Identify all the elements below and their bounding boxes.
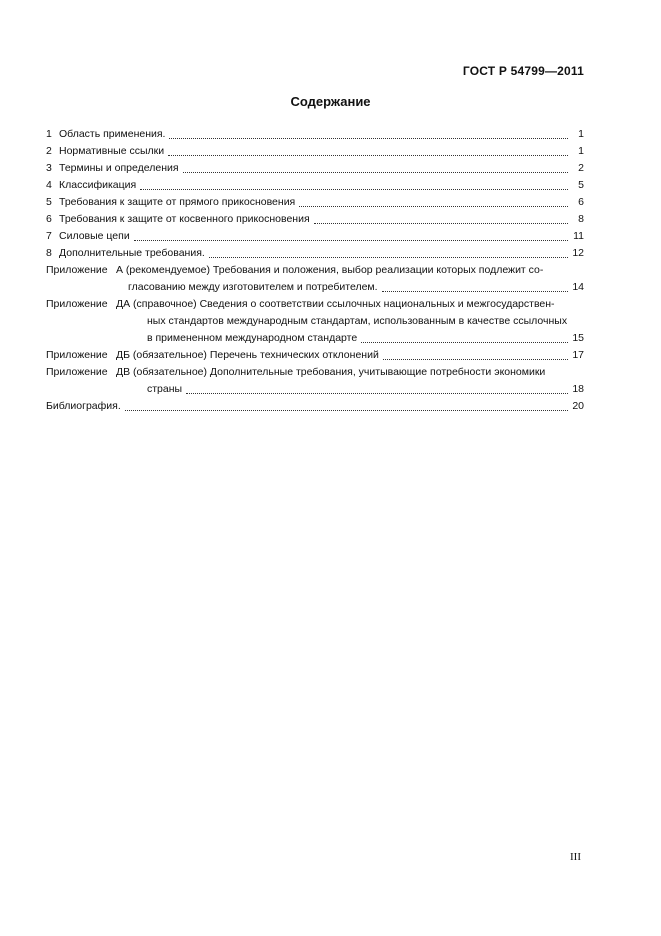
- appendix-title-line: А (рекомендуемое) Требования и положения, выбор реализации которых подлежит со-: [116, 264, 544, 276]
- toc-entry-label: Силовые цепи: [59, 230, 130, 242]
- leader-dots: [134, 240, 568, 241]
- leader-dots: [169, 138, 568, 139]
- appendix-prefix: Приложение: [46, 349, 108, 361]
- toc-entry-page: 11: [573, 230, 584, 242]
- appendix-title-line: ДА (справочное) Сведения о соответствии ссылочных национальных и межгосударствен-: [116, 298, 555, 310]
- toc-appendix-db[interactable]: [46, 347, 584, 364]
- toc-entry-3[interactable]: [46, 160, 584, 177]
- appendix-page: 14: [572, 281, 584, 293]
- leader-dots: [209, 257, 568, 258]
- toc-entry-page: 1: [578, 128, 584, 140]
- appendix-title-last-line: в примененном международном стандарте: [147, 332, 358, 344]
- toc-appendix-dv-last-line[interactable]: [46, 381, 584, 398]
- appendix-body: [116, 364, 584, 381]
- appendix-prefix: Приложение: [46, 298, 108, 310]
- appendix-prefix: Приложение: [46, 264, 108, 276]
- leader-dots: [361, 342, 568, 343]
- appendix-title-line: ДБ (обязательное) Перечень технических отклонений: [116, 349, 379, 361]
- toc-entry-label: Нормативные ссылки: [59, 145, 165, 157]
- toc-entry-label: Требования к защите от косвенного прикосновения: [59, 213, 310, 225]
- leader-dots: [383, 359, 568, 360]
- toc-entry-1[interactable]: [46, 126, 584, 143]
- table-of-contents: [46, 126, 584, 415]
- leader-dots: [168, 155, 568, 156]
- toc-appendix-da[interactable]: [46, 296, 584, 330]
- appendix-title-line: ных стандартов международным стандартам, использованным в качестве ссылочных: [147, 315, 568, 327]
- appendix-title-line: ДВ (обязательное) Дополнительные требования, учитывающие потребности экономики: [116, 366, 546, 378]
- toc-entry-4[interactable]: [46, 177, 584, 194]
- toc-bibliography[interactable]: [46, 398, 584, 415]
- toc-entry-number: 8: [46, 247, 52, 259]
- toc-appendix-a-last-line[interactable]: [46, 279, 584, 296]
- page-folio: III: [570, 851, 581, 863]
- appendix-body: [116, 296, 584, 330]
- toc-entry-label: Дополнительные требования.: [59, 247, 205, 259]
- toc-entry-5[interactable]: [46, 194, 584, 211]
- leader-dots: [125, 410, 568, 411]
- toc-entry-label: Область применения.: [59, 128, 166, 140]
- leader-dots: [299, 206, 568, 207]
- toc-entry-page: 1: [578, 145, 584, 157]
- toc-entry-number: 4: [46, 179, 52, 191]
- toc-entry-6[interactable]: [46, 211, 584, 228]
- toc-entry-2[interactable]: [46, 143, 584, 160]
- toc-appendix-da-last-line[interactable]: [46, 330, 584, 347]
- toc-entry-7[interactable]: [46, 228, 584, 245]
- appendix-body: [116, 262, 584, 279]
- appendix-prefix: Приложение: [46, 366, 108, 378]
- toc-entry-page: 2: [578, 162, 584, 174]
- leader-dots: [314, 223, 568, 224]
- appendix-title-last-line: гласованию между изготовителем и потребителем.: [128, 281, 378, 293]
- toc-entry-label: Требования к защите от прямого прикосновения: [59, 196, 296, 208]
- toc-entry-number: 7: [46, 230, 52, 242]
- toc-title: Содержание: [290, 94, 371, 109]
- toc-entry-page: 5: [578, 179, 584, 191]
- toc-entry-8[interactable]: [46, 245, 584, 262]
- toc-entry-number: 1: [46, 128, 52, 140]
- leader-dots: [382, 291, 568, 292]
- leader-dots: [183, 172, 568, 173]
- leader-dots: [186, 393, 568, 394]
- appendix-title-last-line: страны: [147, 383, 183, 395]
- toc-entry-number: 5: [46, 196, 52, 208]
- leader-dots: [140, 189, 568, 190]
- toc-entry-page: 8: [578, 213, 584, 225]
- standard-code-header: ГОСТ Р 54799—2011: [462, 64, 584, 78]
- toc-entry-page: 12: [572, 247, 584, 259]
- toc-entry-page: 6: [578, 196, 584, 208]
- toc-entry-label: Классификация: [59, 179, 137, 191]
- appendix-page: 18: [572, 383, 584, 395]
- appendix-page: 15: [572, 332, 584, 344]
- toc-entry-number: 6: [46, 213, 52, 225]
- toc-entry-number: 2: [46, 145, 52, 157]
- toc-appendix-dv[interactable]: [46, 364, 584, 381]
- toc-entry-label: Термины и определения: [59, 162, 179, 174]
- toc-appendix-a[interactable]: [46, 262, 584, 279]
- bibliography-page: 20: [572, 400, 584, 412]
- bibliography-label: Библиография.: [46, 400, 121, 412]
- toc-entry-number: 3: [46, 162, 52, 174]
- appendix-page: 17: [572, 349, 584, 361]
